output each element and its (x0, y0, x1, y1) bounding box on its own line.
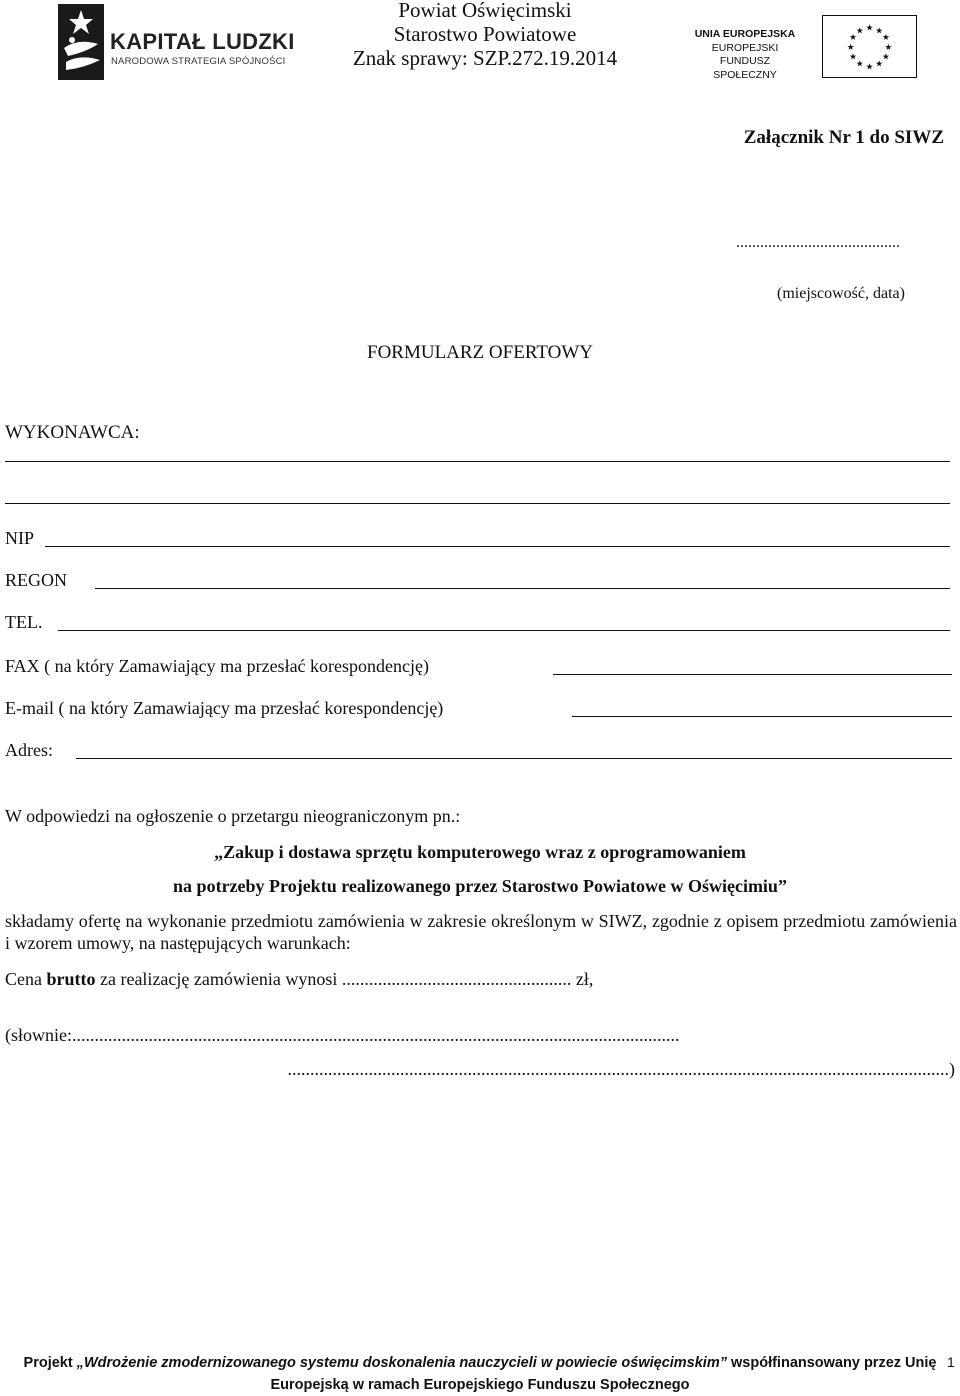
footer-cofinanced: współfinansowany przez Unię (726, 1355, 937, 1371)
eu-logo-line2: EUROPEJSKI (711, 41, 779, 54)
price-prefix: Cena (5, 969, 47, 989)
svg-text:★: ★ (884, 42, 893, 53)
kapital-ludzki-logo (58, 4, 295, 80)
attachment-label: Załącznik Nr 1 do SIWZ (743, 127, 944, 148)
eu-logo (676, 12, 920, 81)
intro-text: W odpowiedzi na ogłoszenie o przetargu nieograniczonym pn.: (5, 806, 461, 826)
svg-text:★: ★ (849, 33, 857, 44)
kapital-ludzki-title: KAPITAŁ LUDZKI (110, 29, 295, 54)
price-in-words-line2[interactable]: ...................................................................................................................................................) (287, 1059, 955, 1079)
svg-text:★: ★ (855, 59, 864, 70)
eu-logo-line1: UNIA EUROPEJSKA (694, 28, 796, 40)
eu-flag-icon (822, 15, 917, 78)
fax-field[interactable] (553, 674, 952, 675)
contractor-line-1[interactable] (5, 461, 950, 462)
contractor-label: WYKONAWCA: (5, 422, 140, 443)
place-date-dots[interactable]: ......................................... (736, 234, 900, 251)
svg-text:★: ★ (849, 52, 857, 63)
header-line-county: Powiat Oświęcimski (398, 0, 572, 22)
price-gross-label: brutto (46, 969, 96, 989)
footer-line1 (0, 1352, 960, 1374)
tender-title-line2: na potrzeby Projektu realizowanego przez Starostwo Powiatowe w Oświęcimiu” (173, 876, 787, 896)
contractor-line-2[interactable] (5, 503, 950, 504)
regon-field[interactable] (95, 588, 950, 589)
place-date-label: (miejscowość, data) (777, 285, 905, 302)
price-line (5, 969, 593, 990)
svg-text:★: ★ (882, 52, 890, 63)
email-label: E-mail ( na który Zamawiający ma przesłać korespondencję) (5, 698, 444, 718)
svg-text:★: ★ (882, 33, 890, 44)
tel-label: TEL. (5, 612, 43, 632)
email-field[interactable] (572, 716, 952, 717)
header-institution (320, 0, 650, 70)
footer-project-prefix: Projekt (23, 1355, 77, 1371)
kapital-ludzki-subtitle: NARODOWA STRATEGIA SPÓJNOŚCI (111, 56, 286, 67)
header-line-office: Starostwo Powiatowe (393, 22, 577, 46)
tender-title-line1: „Zakup i dostawa sprzętu komputerowego wraz z oprogramowaniem (214, 842, 746, 862)
svg-text:★: ★ (865, 62, 874, 73)
fax-label: FAX ( na który Zamawiający ma przesłać korespondencję) (5, 656, 429, 676)
address-label: Adres: (5, 740, 53, 760)
svg-text:★: ★ (875, 59, 884, 70)
svg-text:★: ★ (865, 23, 874, 34)
form-title: FORMULARZ OFERTOWY (367, 342, 593, 363)
svg-text:★: ★ (846, 42, 855, 53)
eu-logo-line3: FUNDUSZ SPOŁECZNY (713, 55, 777, 81)
regon-label: REGON (5, 570, 67, 590)
price-rest[interactable]: za realizację zamówienia wynosi ................................................... zł, (95, 969, 594, 989)
kapital-ludzki-emblem-icon (58, 4, 104, 80)
nip-field[interactable] (45, 546, 950, 547)
footer-line2: Europejską w ramach Europejskiego Funduszu Społecznego (270, 1377, 690, 1393)
address-field[interactable] (76, 758, 952, 759)
offer-text: składamy ofertę na wykonanie przedmiotu zamówienia w zakresie określonym w SIWZ, zgodnie z opisem przedmiotu zamówienia i wzorem umowy, na następujących warunkach: (5, 911, 957, 953)
footer-project-title: „Wdrożenie zmodernizowanego systemu doskonalenia nauczycieli w powiecie oświęcimskim” (76, 1355, 727, 1371)
footer (0, 1352, 960, 1396)
eu-logo-text (690, 28, 800, 82)
tel-field[interactable] (58, 630, 950, 631)
price-in-words-line1[interactable]: (słownie:....................................................................................................................................... (5, 1025, 680, 1045)
svg-text:★: ★ (855, 26, 864, 37)
header-line-case-number: Znak sprawy: SZP.272.19.2014 (352, 46, 618, 70)
page-number: 1 (947, 1354, 955, 1370)
svg-text:★: ★ (875, 26, 884, 37)
nip-label: NIP (5, 528, 35, 548)
